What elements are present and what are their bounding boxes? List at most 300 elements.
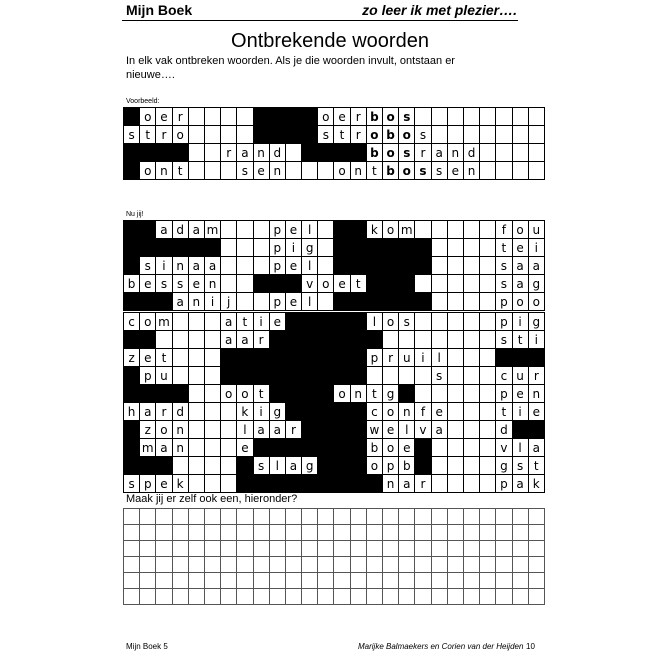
empty-cell[interactable] <box>302 557 318 573</box>
empty-cell[interactable] <box>480 331 496 349</box>
empty-cell[interactable] <box>237 108 253 126</box>
empty-cell[interactable] <box>140 573 156 589</box>
empty-cell[interactable] <box>463 589 479 605</box>
empty-cell[interactable] <box>156 557 172 573</box>
empty-cell[interactable] <box>399 573 415 589</box>
empty-cell[interactable] <box>383 331 399 349</box>
empty-cell[interactable] <box>431 257 447 275</box>
empty-cell[interactable] <box>431 275 447 293</box>
empty-cell[interactable] <box>463 525 479 541</box>
empty-cell[interactable] <box>156 525 172 541</box>
empty-cell[interactable] <box>124 509 140 525</box>
empty-cell[interactable] <box>350 509 366 525</box>
empty-cell[interactable] <box>237 541 253 557</box>
empty-cell[interactable] <box>237 221 253 239</box>
empty-cell[interactable] <box>480 421 496 439</box>
empty-cell[interactable] <box>447 509 463 525</box>
empty-cell[interactable] <box>463 541 479 557</box>
empty-cell[interactable] <box>140 557 156 573</box>
empty-cell[interactable] <box>253 589 269 605</box>
empty-cell[interactable] <box>253 541 269 557</box>
empty-cell[interactable] <box>318 541 334 557</box>
empty-cell[interactable] <box>415 275 431 293</box>
empty-cell[interactable] <box>383 573 399 589</box>
empty-cell[interactable] <box>221 541 237 557</box>
empty-cell[interactable] <box>221 589 237 605</box>
empty-cell[interactable] <box>512 144 528 162</box>
empty-cell[interactable] <box>334 589 350 605</box>
empty-cell[interactable] <box>237 126 253 144</box>
empty-cell[interactable] <box>318 239 334 257</box>
empty-cell[interactable] <box>463 257 479 275</box>
empty-cell[interactable] <box>124 589 140 605</box>
empty-cell[interactable] <box>463 275 479 293</box>
empty-cell[interactable] <box>528 525 544 541</box>
empty-cell[interactable] <box>415 331 431 349</box>
empty-cell[interactable] <box>188 108 204 126</box>
empty-cell[interactable] <box>204 162 220 180</box>
empty-cell[interactable] <box>269 509 285 525</box>
empty-cell[interactable] <box>480 349 496 367</box>
empty-cell[interactable] <box>285 144 301 162</box>
empty-cell[interactable] <box>204 126 220 144</box>
empty-cell[interactable] <box>496 509 512 525</box>
empty-cell[interactable] <box>431 331 447 349</box>
empty-cell[interactable] <box>447 557 463 573</box>
empty-cell[interactable] <box>383 541 399 557</box>
empty-cell[interactable] <box>366 525 382 541</box>
empty-cell[interactable] <box>480 525 496 541</box>
empty-cell[interactable] <box>285 509 301 525</box>
empty-cell[interactable] <box>447 439 463 457</box>
empty-cell[interactable] <box>237 573 253 589</box>
empty-cell[interactable] <box>447 589 463 605</box>
empty-cell[interactable] <box>463 293 479 311</box>
empty-cell[interactable] <box>140 525 156 541</box>
empty-cell[interactable] <box>156 541 172 557</box>
empty-cell[interactable] <box>204 349 220 367</box>
empty-cell[interactable] <box>480 108 496 126</box>
empty-cell[interactable] <box>480 221 496 239</box>
empty-cell[interactable] <box>188 439 204 457</box>
empty-cell[interactable] <box>221 525 237 541</box>
empty-cell[interactable] <box>496 525 512 541</box>
empty-cell[interactable] <box>140 541 156 557</box>
empty-cell[interactable] <box>188 525 204 541</box>
empty-cell[interactable] <box>447 126 463 144</box>
empty-cell[interactable] <box>221 475 237 493</box>
empty-cell[interactable] <box>431 439 447 457</box>
empty-cell[interactable] <box>285 162 301 180</box>
empty-cell[interactable] <box>172 313 188 331</box>
empty-cell[interactable] <box>318 162 334 180</box>
empty-cell[interactable] <box>204 313 220 331</box>
empty-cell[interactable] <box>480 557 496 573</box>
empty-cell[interactable] <box>156 509 172 525</box>
empty-cell[interactable] <box>366 573 382 589</box>
empty-cell[interactable] <box>480 257 496 275</box>
empty-cell[interactable] <box>366 589 382 605</box>
empty-cell[interactable] <box>269 589 285 605</box>
empty-cell[interactable] <box>318 573 334 589</box>
empty-cell[interactable] <box>512 525 528 541</box>
empty-cell[interactable] <box>302 573 318 589</box>
empty-cell[interactable] <box>172 509 188 525</box>
empty-cell[interactable] <box>496 557 512 573</box>
empty-cell[interactable] <box>350 573 366 589</box>
empty-cell[interactable] <box>204 144 220 162</box>
empty-cell[interactable] <box>431 457 447 475</box>
empty-cell[interactable] <box>172 331 188 349</box>
empty-cell[interactable] <box>496 162 512 180</box>
empty-cell[interactable] <box>285 541 301 557</box>
empty-cell[interactable] <box>188 313 204 331</box>
empty-cell[interactable] <box>399 541 415 557</box>
empty-cell[interactable] <box>496 589 512 605</box>
empty-cell[interactable] <box>237 257 253 275</box>
empty-cell[interactable] <box>399 589 415 605</box>
empty-cell[interactable] <box>399 367 415 385</box>
empty-cell[interactable] <box>496 541 512 557</box>
empty-cell[interactable] <box>237 509 253 525</box>
empty-cell[interactable] <box>156 573 172 589</box>
empty-cell[interactable] <box>237 525 253 541</box>
empty-cell[interactable] <box>237 293 253 311</box>
empty-cell[interactable] <box>415 541 431 557</box>
empty-cell[interactable] <box>447 475 463 493</box>
empty-cell[interactable] <box>447 385 463 403</box>
empty-cell[interactable] <box>447 221 463 239</box>
empty-cell[interactable] <box>285 573 301 589</box>
empty-cell[interactable] <box>204 421 220 439</box>
empty-cell[interactable] <box>447 275 463 293</box>
empty-cell[interactable] <box>480 293 496 311</box>
empty-cell[interactable] <box>480 439 496 457</box>
empty-cell[interactable] <box>302 525 318 541</box>
empty-cell[interactable] <box>431 589 447 605</box>
empty-cell[interactable] <box>512 573 528 589</box>
empty-cell[interactable] <box>528 162 544 180</box>
empty-cell[interactable] <box>431 557 447 573</box>
empty-cell[interactable] <box>188 349 204 367</box>
empty-cell[interactable] <box>512 108 528 126</box>
empty-cell[interactable] <box>480 475 496 493</box>
empty-cell[interactable] <box>204 439 220 457</box>
empty-cell[interactable] <box>188 421 204 439</box>
empty-cell[interactable] <box>204 525 220 541</box>
empty-cell[interactable] <box>480 589 496 605</box>
empty-cell[interactable] <box>334 525 350 541</box>
empty-cell[interactable] <box>431 385 447 403</box>
empty-cell[interactable] <box>204 331 220 349</box>
empty-cell[interactable] <box>480 313 496 331</box>
empty-cell[interactable] <box>204 457 220 475</box>
empty-cell[interactable] <box>366 557 382 573</box>
empty-cell[interactable] <box>415 589 431 605</box>
empty-cell[interactable] <box>431 541 447 557</box>
empty-cell[interactable] <box>204 573 220 589</box>
empty-cell[interactable] <box>140 589 156 605</box>
empty-cell[interactable] <box>172 349 188 367</box>
empty-cell[interactable] <box>204 589 220 605</box>
empty-cell[interactable] <box>447 257 463 275</box>
empty-cell[interactable] <box>302 541 318 557</box>
empty-cell[interactable] <box>447 349 463 367</box>
empty-cell[interactable] <box>156 589 172 605</box>
empty-cell[interactable] <box>415 385 431 403</box>
empty-cell[interactable] <box>221 126 237 144</box>
empty-cell[interactable] <box>237 589 253 605</box>
empty-cell[interactable] <box>269 573 285 589</box>
empty-cell[interactable] <box>172 573 188 589</box>
empty-cell[interactable] <box>415 509 431 525</box>
empty-cell[interactable] <box>447 293 463 311</box>
empty-cell[interactable] <box>463 367 479 385</box>
empty-cell[interactable] <box>253 221 269 239</box>
empty-cell[interactable] <box>512 557 528 573</box>
empty-cell[interactable] <box>399 509 415 525</box>
empty-cell[interactable] <box>447 541 463 557</box>
empty-cell[interactable] <box>302 509 318 525</box>
empty-cell[interactable] <box>463 509 479 525</box>
empty-cell[interactable] <box>350 557 366 573</box>
empty-cell[interactable] <box>496 144 512 162</box>
empty-cell[interactable] <box>512 509 528 525</box>
empty-cell[interactable] <box>528 509 544 525</box>
empty-cell[interactable] <box>318 509 334 525</box>
empty-cell[interactable] <box>124 541 140 557</box>
empty-cell[interactable] <box>188 573 204 589</box>
empty-cell[interactable] <box>431 239 447 257</box>
empty-cell[interactable] <box>204 108 220 126</box>
empty-cell[interactable] <box>480 573 496 589</box>
empty-cell[interactable] <box>463 108 479 126</box>
empty-cell[interactable] <box>334 541 350 557</box>
empty-cell[interactable] <box>431 475 447 493</box>
empty-cell[interactable] <box>350 589 366 605</box>
empty-cell[interactable] <box>269 541 285 557</box>
empty-cell[interactable] <box>221 421 237 439</box>
empty-cell[interactable] <box>318 257 334 275</box>
empty-cell[interactable] <box>447 403 463 421</box>
empty-cell[interactable] <box>253 293 269 311</box>
empty-cell[interactable] <box>463 557 479 573</box>
empty-cell[interactable] <box>480 385 496 403</box>
empty-cell[interactable] <box>415 221 431 239</box>
empty-cell[interactable] <box>334 557 350 573</box>
empty-cell[interactable] <box>496 126 512 144</box>
empty-cell[interactable] <box>285 589 301 605</box>
empty-cell[interactable] <box>383 525 399 541</box>
empty-cell[interactable] <box>480 275 496 293</box>
empty-cell[interactable] <box>221 557 237 573</box>
empty-cell[interactable] <box>124 557 140 573</box>
empty-cell[interactable] <box>415 525 431 541</box>
empty-cell[interactable] <box>399 557 415 573</box>
empty-cell[interactable] <box>172 367 188 385</box>
empty-cell[interactable] <box>350 525 366 541</box>
empty-cell[interactable] <box>431 509 447 525</box>
empty-cell[interactable] <box>237 275 253 293</box>
empty-cell[interactable] <box>463 385 479 403</box>
empty-cell[interactable] <box>431 293 447 311</box>
empty-cell[interactable] <box>399 525 415 541</box>
empty-cell[interactable] <box>204 475 220 493</box>
empty-cell[interactable] <box>253 573 269 589</box>
empty-cell[interactable] <box>366 509 382 525</box>
empty-cell[interactable] <box>447 313 463 331</box>
empty-cell[interactable] <box>221 403 237 421</box>
empty-cell[interactable] <box>447 108 463 126</box>
empty-cell[interactable] <box>463 349 479 367</box>
empty-cell[interactable] <box>172 589 188 605</box>
empty-cell[interactable] <box>188 367 204 385</box>
empty-cell[interactable] <box>302 589 318 605</box>
empty-cell[interactable] <box>480 541 496 557</box>
empty-cell[interactable] <box>221 439 237 457</box>
empty-cell[interactable] <box>188 162 204 180</box>
empty-cell[interactable] <box>415 557 431 573</box>
empty-cell[interactable] <box>253 525 269 541</box>
empty-cell[interactable] <box>172 525 188 541</box>
empty-cell[interactable] <box>237 557 253 573</box>
empty-cell[interactable] <box>334 509 350 525</box>
empty-cell[interactable] <box>188 509 204 525</box>
empty-cell[interactable] <box>204 509 220 525</box>
empty-cell[interactable] <box>221 275 237 293</box>
empty-cell[interactable] <box>188 385 204 403</box>
empty-cell[interactable] <box>463 475 479 493</box>
empty-cell[interactable] <box>480 144 496 162</box>
empty-cell[interactable] <box>447 331 463 349</box>
empty-cell[interactable] <box>350 541 366 557</box>
empty-cell[interactable] <box>528 541 544 557</box>
empty-cell[interactable] <box>431 126 447 144</box>
empty-cell[interactable] <box>431 221 447 239</box>
empty-cell[interactable] <box>447 367 463 385</box>
empty-cell[interactable] <box>447 457 463 475</box>
empty-cell[interactable] <box>512 589 528 605</box>
empty-cell[interactable] <box>528 589 544 605</box>
empty-cell[interactable] <box>318 525 334 541</box>
empty-cell[interactable] <box>463 573 479 589</box>
empty-cell[interactable] <box>399 331 415 349</box>
empty-cell[interactable] <box>318 221 334 239</box>
empty-cell[interactable] <box>253 239 269 257</box>
empty-cell[interactable] <box>463 331 479 349</box>
empty-cell[interactable] <box>204 557 220 573</box>
empty-cell[interactable] <box>480 239 496 257</box>
empty-cell[interactable] <box>204 385 220 403</box>
empty-cell[interactable] <box>221 239 237 257</box>
empty-cell[interactable] <box>431 108 447 126</box>
empty-cell[interactable] <box>496 108 512 126</box>
empty-cell[interactable] <box>253 509 269 525</box>
empty-cell[interactable] <box>366 541 382 557</box>
empty-cell[interactable] <box>383 509 399 525</box>
empty-cell[interactable] <box>188 589 204 605</box>
empty-cell[interactable] <box>528 573 544 589</box>
empty-cell[interactable] <box>124 525 140 541</box>
empty-cell[interactable] <box>318 589 334 605</box>
empty-cell[interactable] <box>447 573 463 589</box>
empty-cell[interactable] <box>269 557 285 573</box>
empty-cell[interactable] <box>188 331 204 349</box>
empty-cell[interactable] <box>188 475 204 493</box>
empty-cell[interactable] <box>204 367 220 385</box>
empty-cell[interactable] <box>496 573 512 589</box>
empty-cell[interactable] <box>383 557 399 573</box>
empty-cell[interactable] <box>302 162 318 180</box>
empty-cell[interactable] <box>415 108 431 126</box>
empty-cell[interactable] <box>188 457 204 475</box>
empty-cell[interactable] <box>221 221 237 239</box>
empty-cell[interactable] <box>463 126 479 144</box>
empty-cell[interactable] <box>366 367 382 385</box>
empty-cell[interactable] <box>447 525 463 541</box>
empty-cell[interactable] <box>447 421 463 439</box>
empty-cell[interactable] <box>285 557 301 573</box>
empty-cell[interactable] <box>480 367 496 385</box>
empty-cell[interactable] <box>172 457 188 475</box>
empty-cell[interactable] <box>204 403 220 421</box>
empty-cell[interactable] <box>463 403 479 421</box>
empty-cell[interactable] <box>463 421 479 439</box>
empty-cell[interactable] <box>480 509 496 525</box>
empty-cell[interactable] <box>204 541 220 557</box>
empty-cell[interactable] <box>140 509 156 525</box>
empty-cell[interactable] <box>528 144 544 162</box>
empty-cell[interactable] <box>447 239 463 257</box>
empty-cell[interactable] <box>463 239 479 257</box>
empty-cell[interactable] <box>528 557 544 573</box>
empty-cell[interactable] <box>221 457 237 475</box>
empty-cell[interactable] <box>415 367 431 385</box>
empty-cell[interactable] <box>172 541 188 557</box>
own-puzzle-grid[interactable] <box>123 508 545 605</box>
empty-cell[interactable] <box>463 457 479 475</box>
empty-cell[interactable] <box>221 162 237 180</box>
empty-cell[interactable] <box>188 144 204 162</box>
empty-cell[interactable] <box>221 573 237 589</box>
empty-cell[interactable] <box>188 126 204 144</box>
empty-cell[interactable] <box>383 367 399 385</box>
empty-cell[interactable] <box>156 331 172 349</box>
empty-cell[interactable] <box>463 221 479 239</box>
empty-cell[interactable] <box>415 313 431 331</box>
empty-cell[interactable] <box>415 573 431 589</box>
empty-cell[interactable] <box>334 573 350 589</box>
empty-cell[interactable] <box>318 557 334 573</box>
empty-cell[interactable] <box>528 108 544 126</box>
empty-cell[interactable] <box>253 257 269 275</box>
empty-cell[interactable] <box>480 162 496 180</box>
empty-cell[interactable] <box>269 525 285 541</box>
empty-cell[interactable] <box>383 589 399 605</box>
empty-cell[interactable] <box>512 541 528 557</box>
empty-cell[interactable] <box>512 126 528 144</box>
empty-cell[interactable] <box>221 108 237 126</box>
empty-cell[interactable] <box>512 162 528 180</box>
empty-cell[interactable] <box>172 557 188 573</box>
empty-cell[interactable] <box>253 557 269 573</box>
empty-cell[interactable] <box>124 573 140 589</box>
empty-cell[interactable] <box>463 439 479 457</box>
empty-cell[interactable] <box>480 126 496 144</box>
empty-cell[interactable] <box>480 457 496 475</box>
empty-cell[interactable] <box>431 525 447 541</box>
empty-cell[interactable] <box>237 239 253 257</box>
